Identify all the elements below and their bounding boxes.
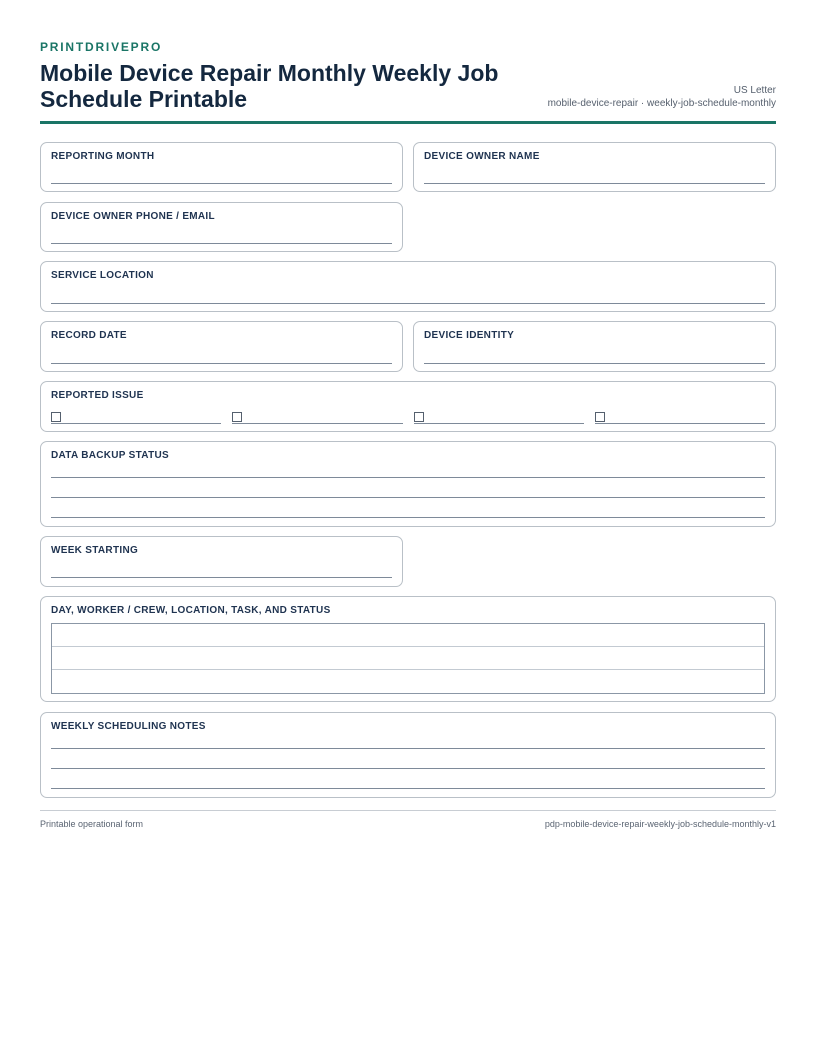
footer	[40, 819, 776, 829]
record-date-field[interactable]	[40, 321, 403, 372]
service-location-field[interactable]	[40, 261, 776, 312]
document-slug: mobile-device-repair · weekly-job-schedule-monthly	[547, 98, 776, 109]
issue-option[interactable]	[232, 407, 402, 424]
schedule-grid	[51, 623, 765, 694]
header-divider	[40, 121, 776, 124]
record-date-label: RECORD DATE	[51, 330, 127, 341]
schedule-table-field	[40, 596, 776, 702]
table-row[interactable]	[52, 624, 764, 647]
backup-line-1[interactable]	[51, 477, 765, 478]
form-id: pdp-mobile-device-repair-weekly-job-schedule-monthly-v1	[544, 819, 776, 829]
reported-issue-field	[40, 381, 776, 432]
notes-line-1[interactable]	[51, 748, 765, 749]
service-location-label: SERVICE LOCATION	[51, 270, 154, 281]
backup-line-2[interactable]	[51, 497, 765, 498]
backup-line-3[interactable]	[51, 517, 765, 518]
header	[40, 60, 776, 112]
paper-size: US Letter	[733, 85, 776, 96]
data-backup-status-field[interactable]	[40, 441, 776, 527]
week-starting-line[interactable]	[51, 577, 392, 578]
reported-issue-options	[51, 407, 765, 424]
checkbox[interactable]	[232, 412, 242, 422]
checkbox[interactable]	[414, 412, 424, 422]
reported-issue-label: REPORTED ISSUE	[51, 390, 144, 401]
device-owner-name-label: DEVICE OWNER NAME	[424, 151, 540, 162]
device-identity-label: DEVICE IDENTITY	[424, 330, 515, 341]
weekly-notes-field[interactable]	[40, 712, 776, 798]
data-backup-status-label: DATA BACKUP STATUS	[51, 450, 169, 461]
brand-name: PRINTDRIVEPRO	[40, 40, 163, 54]
reporting-month-label: REPORTING MONTH	[51, 151, 155, 162]
issue-option[interactable]	[414, 407, 584, 424]
issue-option[interactable]	[51, 407, 221, 424]
page-title: Mobile Device Repair Monthly Weekly Job Schedule Printable	[40, 60, 499, 112]
schedule-table-label: DAY, WORKER / CREW, LOCATION, TASK, AND STATUS	[51, 605, 331, 616]
device-owner-contact-field[interactable]	[40, 202, 403, 252]
footer-description: Printable operational form	[40, 819, 144, 829]
device-identity-field[interactable]	[413, 321, 776, 372]
checkbox[interactable]	[595, 412, 605, 422]
form-page	[40, 40, 776, 141]
record-date-line[interactable]	[51, 363, 392, 364]
service-location-line[interactable]	[51, 303, 765, 304]
device-identity-line[interactable]	[424, 363, 765, 364]
reporting-month-field[interactable]	[40, 142, 403, 192]
table-row[interactable]	[52, 647, 764, 670]
week-starting-field[interactable]	[40, 536, 403, 587]
notes-line-2[interactable]	[51, 768, 765, 769]
table-row[interactable]	[52, 670, 764, 693]
issue-option[interactable]	[595, 407, 765, 424]
device-owner-name-line[interactable]	[424, 183, 765, 184]
document-meta	[548, 84, 776, 112]
reporting-month-line[interactable]	[51, 183, 392, 184]
checkbox[interactable]	[51, 412, 61, 422]
weekly-notes-label: WEEKLY SCHEDULING NOTES	[51, 721, 206, 732]
device-owner-name-field[interactable]	[413, 142, 776, 192]
device-owner-contact-label: DEVICE OWNER PHONE / EMAIL	[51, 211, 215, 222]
device-owner-contact-line[interactable]	[51, 243, 392, 244]
week-starting-label: WEEK STARTING	[51, 545, 139, 556]
footer-divider	[40, 810, 776, 811]
notes-line-3[interactable]	[51, 788, 765, 789]
